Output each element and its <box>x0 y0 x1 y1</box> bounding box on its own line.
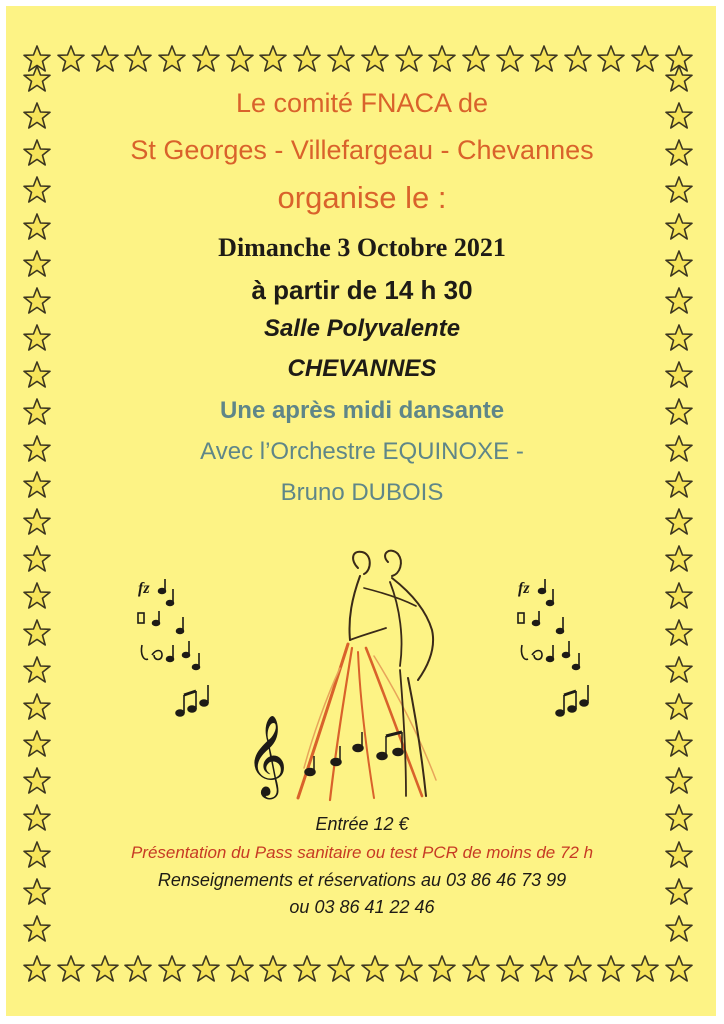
star-icon <box>326 954 356 984</box>
star-icon <box>22 692 52 722</box>
star-icon <box>22 766 52 796</box>
star-border-bottom <box>22 954 694 984</box>
star-icon <box>596 44 626 74</box>
star-icon <box>157 954 187 984</box>
star-icon <box>90 44 120 74</box>
star-icon <box>664 544 694 574</box>
star-icon <box>563 954 593 984</box>
star-icon <box>630 44 660 74</box>
star-icon <box>664 507 694 537</box>
star-icon <box>22 729 52 759</box>
star-icon <box>664 729 694 759</box>
star-icon <box>22 655 52 685</box>
star-icon <box>123 954 153 984</box>
svg-text:fz: fz <box>518 580 530 597</box>
star-icon <box>664 655 694 685</box>
star-icon <box>191 954 221 984</box>
star-icon <box>394 44 424 74</box>
star-icon <box>22 544 52 574</box>
star-icon <box>427 954 457 984</box>
header-line-3: organise le : <box>277 180 447 215</box>
svg-text:fz: fz <box>138 580 150 597</box>
star-icon <box>563 44 593 74</box>
star-icon <box>22 914 52 944</box>
event-description: Une après midi dansante <box>219 397 505 424</box>
event-town: CHEVANNES <box>287 355 437 382</box>
treble-clef-icon: 𝄞 <box>246 714 288 796</box>
star-icon <box>461 954 491 984</box>
star-icon <box>191 44 221 74</box>
star-icon <box>495 44 525 74</box>
star-icon <box>22 507 52 537</box>
music-notes-icon <box>130 575 220 745</box>
star-icon <box>22 581 52 611</box>
star-border-top <box>22 44 694 74</box>
star-icon <box>394 954 424 984</box>
star-icon <box>22 954 52 984</box>
star-icon <box>258 44 288 74</box>
header-line-2: St Georges - Villefargeau - Chevannes <box>130 135 594 165</box>
star-icon <box>529 954 559 984</box>
conductor-line: Bruno DUBOIS <box>280 479 444 506</box>
star-icon <box>664 766 694 796</box>
star-icon <box>157 44 187 74</box>
entry-price: Entrée 12 € <box>315 814 409 834</box>
star-icon <box>596 954 626 984</box>
star-icon <box>360 44 390 74</box>
star-icon <box>225 954 255 984</box>
star-icon <box>461 44 491 74</box>
star-icon <box>225 44 255 74</box>
star-icon <box>326 44 356 74</box>
star-icon <box>664 581 694 611</box>
star-icon <box>664 692 694 722</box>
star-icon <box>22 618 52 648</box>
event-venue: Salle Polyvalente <box>263 315 461 342</box>
star-icon <box>56 954 86 984</box>
pass-sanitaire-notice: Présentation du Pass sanitaire ou test PCR de moins de 72 h <box>130 843 594 862</box>
star-icon <box>529 44 559 74</box>
music-notes-icon <box>510 575 600 745</box>
star-icon <box>258 954 288 984</box>
second-phone: ou 03 86 41 22 46 <box>289 897 435 917</box>
star-icon <box>664 914 694 944</box>
star-icon <box>292 954 322 984</box>
star-icon <box>664 618 694 648</box>
star-icon <box>123 44 153 74</box>
star-icon <box>90 954 120 984</box>
star-icon <box>56 44 86 74</box>
orchestra-line: Avec l’Orchestre EQUINOXE - <box>200 438 524 465</box>
star-icon <box>360 954 390 984</box>
reservations-phone: Renseignements et réservations au 03 86 46 73 99 <box>157 870 567 890</box>
star-icon <box>630 954 660 984</box>
star-icon <box>664 954 694 984</box>
header-line-1: Le comité FNACA de <box>235 88 489 118</box>
star-icon <box>292 44 322 74</box>
star-icon <box>427 44 457 74</box>
event-time: à partir de 14 h 30 <box>251 275 473 305</box>
event-date: Dimanche 3 Octobre 2021 <box>218 233 506 262</box>
star-icon <box>495 954 525 984</box>
